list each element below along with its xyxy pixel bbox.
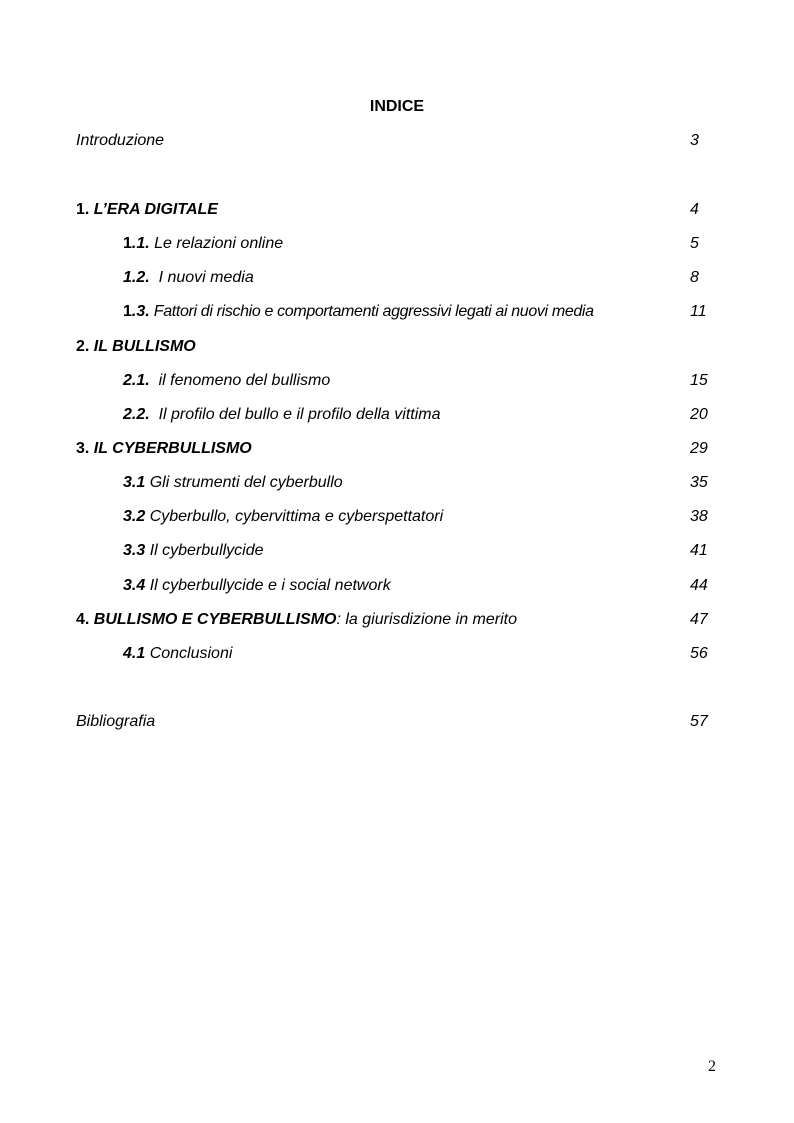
toc-section-1-3[interactable]: [123, 301, 736, 323]
toc-entry-number: 4.: [76, 611, 94, 628]
toc-chapter-1[interactable]: [76, 199, 736, 221]
toc-section-3-2[interactable]: [123, 506, 736, 528]
toc-entry-number: 1: [123, 235, 132, 252]
toc-entry-page: 44: [690, 577, 708, 594]
toc-entry-number: 1.: [76, 201, 94, 218]
toc-entry-page: 57: [690, 713, 708, 730]
toc-section-2-1[interactable]: [123, 370, 736, 392]
toc-entry-label: Il cyberbullycide e i social network: [145, 577, 391, 594]
toc-entry-label: Conclusioni: [145, 645, 233, 662]
toc-entry-page: 3: [690, 132, 699, 149]
toc-entry-number: 3.4: [123, 577, 146, 594]
toc-entry-label: il fenomeno del bullismo: [149, 372, 331, 389]
toc-entry-number: 1.2.: [123, 269, 150, 286]
toc-section-1-2[interactable]: [123, 267, 736, 289]
toc-section-2-2[interactable]: [123, 404, 736, 426]
toc-entry-label-suffix: : la giurisdizione in merito: [336, 611, 517, 628]
toc-entry-label: BULLISMO E CYBERBULLISMO: [93, 611, 337, 628]
toc-entry-page: 20: [690, 406, 708, 423]
toc-entry-page: 4: [690, 201, 699, 218]
toc-entry-number: 3.: [76, 440, 94, 457]
toc-entry-number-suffix: .3.: [131, 303, 150, 320]
toc-entry-page: 5: [690, 235, 699, 252]
toc-chapter-3[interactable]: [76, 438, 736, 460]
toc-entry-introduzione[interactable]: [76, 130, 736, 152]
toc-entry-page: 11: [690, 303, 707, 320]
toc-chapter-2[interactable]: [76, 336, 736, 358]
toc-entry-label: Il profilo del bullo e il profilo della vittima: [149, 406, 441, 423]
toc-entry-label: IL CYBERBULLISMO: [93, 440, 252, 457]
toc-entry-number: 2.1.: [123, 372, 150, 389]
toc-entry-number: 3.1: [123, 474, 146, 491]
toc-entry-bibliografia[interactable]: [76, 711, 736, 733]
toc-entry-page: 47: [690, 611, 708, 628]
toc-entry-label: Fattori di rischio e comportamenti aggressivi legati ai nuovi media: [149, 303, 594, 320]
toc-entry-page: 8: [690, 269, 699, 286]
toc-section-4-1[interactable]: [123, 643, 736, 665]
toc-entry-number: 3.2: [123, 508, 146, 525]
toc-entry-number-suffix: .1.: [131, 235, 150, 252]
toc-entry-number: 2.2.: [123, 406, 150, 423]
toc-entry-page: 56: [690, 645, 708, 662]
toc-entry-label: L’ERA DIGITALE: [93, 201, 218, 218]
toc-section-3-4[interactable]: [123, 575, 736, 597]
toc-entry-label: Bibliografia: [76, 713, 156, 730]
toc-entry-page: 41: [690, 542, 708, 559]
toc-section-3-1[interactable]: [123, 472, 736, 494]
toc-entry-label: Cyberbullo, cybervittima e cyberspettatori: [145, 508, 444, 525]
toc-entry-number: 3.3: [123, 542, 146, 559]
toc-entry-page: 29: [690, 440, 708, 457]
toc-section-1-1[interactable]: [123, 233, 736, 255]
toc-section-3-3[interactable]: [123, 540, 736, 562]
toc-entry-page: 38: [690, 508, 708, 525]
toc-entry-label: Le relazioni online: [149, 235, 284, 252]
page-number: 2: [708, 1058, 716, 1075]
toc-entry-label: IL BULLISMO: [93, 338, 196, 355]
page-title: INDICE: [369, 98, 425, 115]
toc-entry-label: I nuovi media: [149, 269, 254, 286]
toc-entry-number: 2.: [76, 338, 94, 355]
toc-entry-page: 15: [690, 372, 708, 389]
toc-entry-label: Gli strumenti del cyberbullo: [145, 474, 343, 491]
toc-entry-page: 35: [690, 474, 708, 491]
toc-entry-label: Il cyberbullycide: [145, 542, 264, 559]
toc-entry-number: 4.1: [123, 645, 146, 662]
toc-entry-number: 1: [123, 303, 132, 320]
toc-entry-label: Introduzione: [76, 132, 165, 149]
toc-chapter-4[interactable]: [76, 609, 736, 631]
